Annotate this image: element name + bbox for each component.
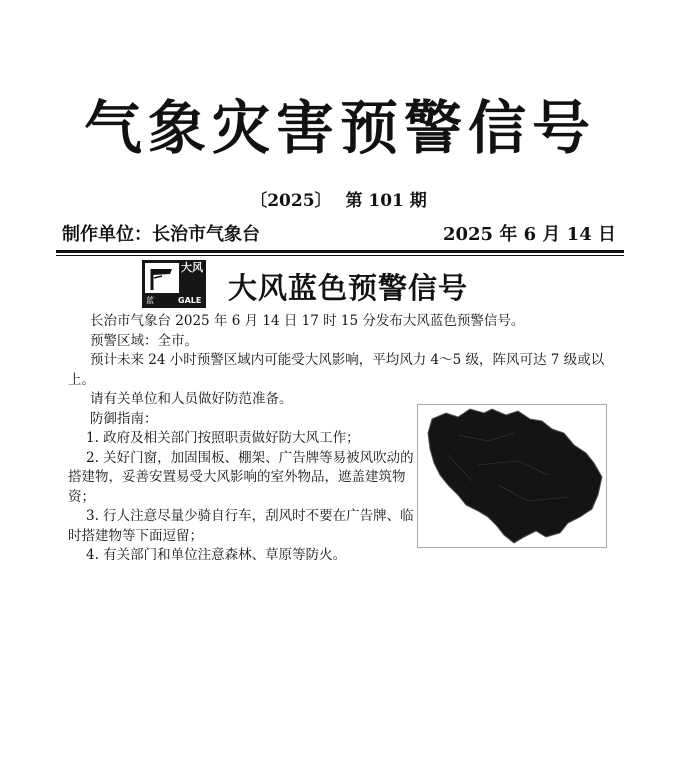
guide-item: 4. 有关部门和单位注意森林、草原等防火。 <box>86 547 347 563</box>
signal-english-label: GALE <box>178 296 202 305</box>
region-map-icon <box>418 405 606 547</box>
warning-area-map <box>417 404 607 548</box>
issue-line <box>0 186 677 211</box>
issue-date: 2025 年 6 月 14 日 <box>442 224 616 245</box>
header-divider <box>56 250 624 253</box>
flag-icon <box>145 263 179 293</box>
signal-color-char: 蓝 <box>146 296 154 305</box>
guide-heading: 防御指南： <box>90 410 158 427</box>
prepare-line: 请有关单位和人员做好防范准备。 <box>90 391 293 407</box>
issue-number: 第 101 期 <box>345 191 427 211</box>
release-line: 长治市气象台 2025 年 6 月 14 日 17 时 15 分发布大风蓝色预警信号。 <box>90 313 525 329</box>
area-line: 预警区域：全市。 <box>90 332 198 349</box>
forecast-line: 预计未来 24 小时预警区域内可能受大风影响，平均风力 4～5 级，阵风可达 7 级或以上。 <box>68 352 605 388</box>
signal-type-char: 大风 <box>181 261 203 274</box>
guide-item: 2. 关好门窗，加固围板、棚架、广告牌等易被风吹动的搭建物，妥善安置易受大风影响的室外物品，遮盖建筑物资； <box>68 449 414 505</box>
guide-item: 1. 政府及相关部门按照职责做好防大风工作； <box>86 430 360 446</box>
gale-signal-icon <box>142 260 206 308</box>
producer-label: 制作单位：长治市气象台 <box>62 224 260 245</box>
meta-row <box>62 220 616 246</box>
header-divider-thin <box>56 255 624 256</box>
guide-item: 3. 行人注意尽量少骑自行车，刮风时不要在广告牌、临时搭建物等下面逗留； <box>68 508 414 544</box>
issue-year: 〔2025〕 <box>250 191 332 211</box>
signal-title: 大风蓝色预警信号 <box>228 271 469 305</box>
document-title: 气象灾害预警信号 <box>83 94 596 162</box>
